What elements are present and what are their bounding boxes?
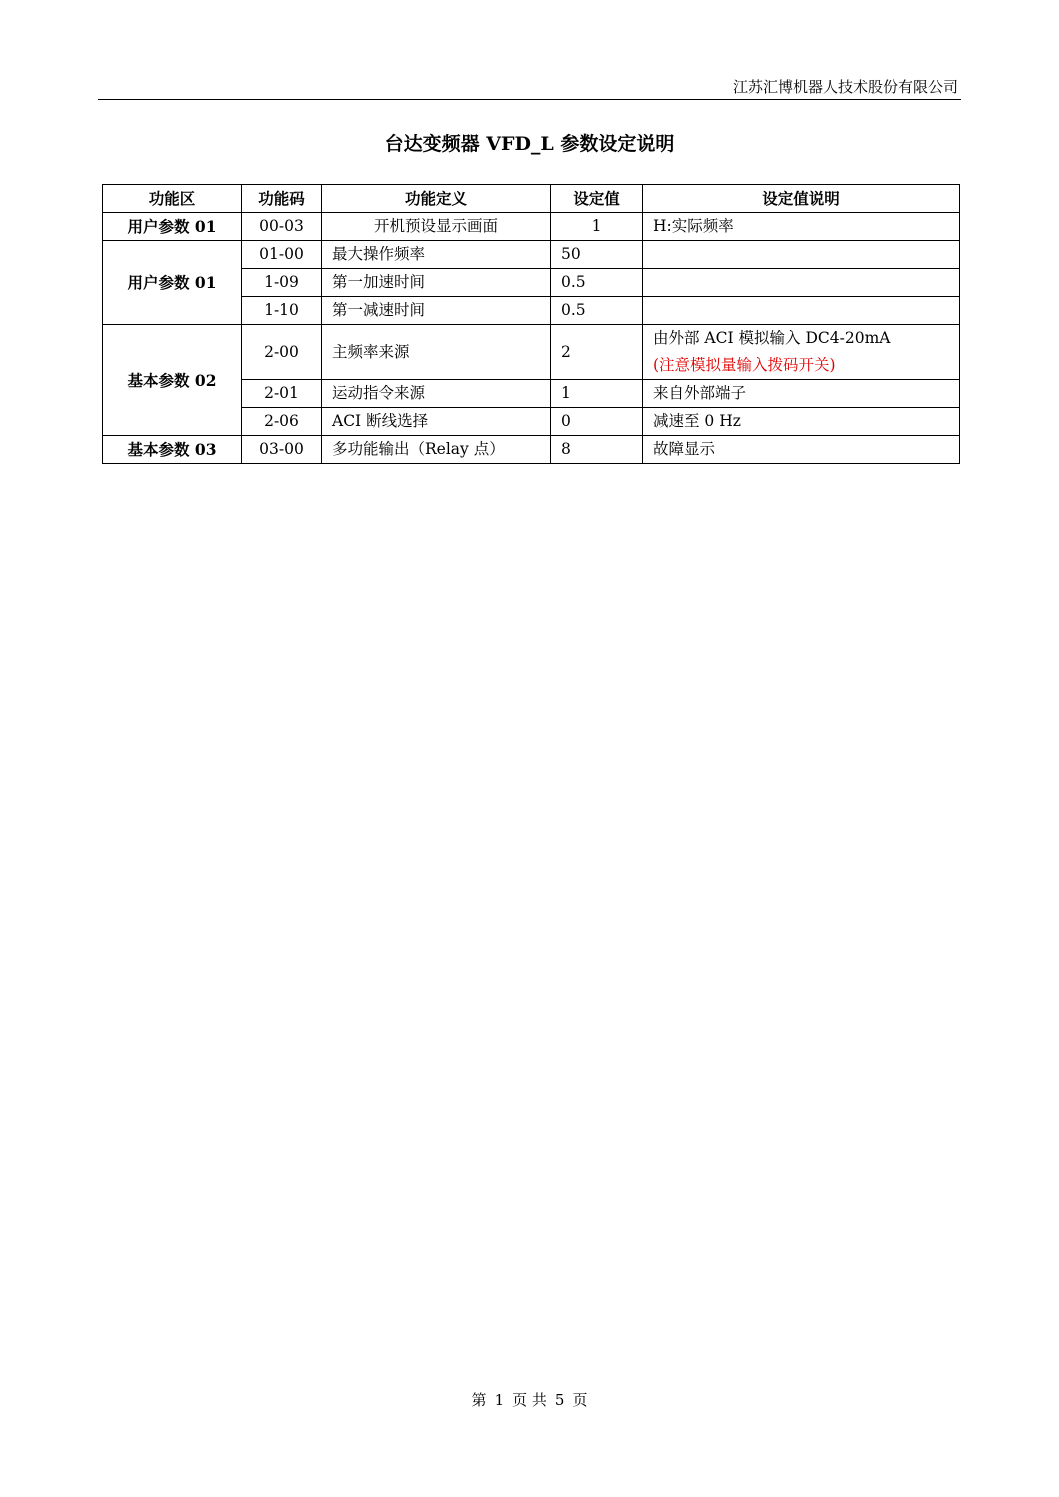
note-cell: [643, 269, 960, 297]
value-cell: 0.5: [551, 269, 643, 297]
value-cell: 1: [551, 380, 643, 408]
definition-cell: ACI 断线选择: [322, 408, 551, 436]
header-definition: 功能定义: [322, 185, 551, 213]
code-cell: 2-06: [242, 408, 322, 436]
value-cell: 1: [551, 213, 643, 241]
header-value: 设定值: [551, 185, 643, 213]
footer-total-pages: 5: [554, 1391, 565, 1409]
area-cell: 用户参数 01: [103, 213, 242, 241]
table-row: [103, 241, 960, 269]
footer-page-label: 第: [471, 1391, 487, 1409]
note-cell: [643, 241, 960, 269]
definition-cell: 运动指令来源: [322, 380, 551, 408]
value-cell: 0.5: [551, 297, 643, 325]
code-cell: 01-00: [242, 241, 322, 269]
value-cell: 2: [551, 325, 643, 380]
table-row: [103, 436, 960, 464]
value-cell: 8: [551, 436, 643, 464]
header-divider: [98, 99, 961, 100]
code-cell: 00-03: [242, 213, 322, 241]
value-cell: 50: [551, 241, 643, 269]
note-cell: 来自外部端子: [643, 380, 960, 408]
table-row: [103, 325, 960, 380]
note-warning: (注意模拟量输入拨码开关): [653, 356, 836, 374]
note-cell: H:实际频率: [643, 213, 960, 241]
code-cell: 2-00: [242, 325, 322, 380]
note-cell: 故障显示: [643, 436, 960, 464]
value-cell: 0: [551, 408, 643, 436]
definition-cell: 开机预设显示画面: [322, 213, 551, 241]
table-header-row: [103, 185, 960, 213]
page-footer: [0, 1389, 1059, 1410]
area-cell: 基本参数 03: [103, 436, 242, 464]
footer-page-end: 页: [572, 1391, 588, 1409]
footer-page-number: 1: [494, 1391, 505, 1409]
code-cell: 1-09: [242, 269, 322, 297]
header-area: 功能区: [103, 185, 242, 213]
header-code: 功能码: [242, 185, 322, 213]
definition-cell: 多功能输出（Relay 点）: [322, 436, 551, 464]
note-text: 由外部 ACI 模拟输入 DC4-20mA: [653, 329, 891, 347]
area-cell: 基本参数 02: [103, 325, 242, 436]
note-cell: [643, 325, 960, 380]
footer-page-mid: 页 共: [512, 1391, 547, 1409]
note-cell: 减速至 0 Hz: [643, 408, 960, 436]
definition-cell: 最大操作频率: [322, 241, 551, 269]
definition-cell: 第一减速时间: [322, 297, 551, 325]
table-row: [103, 213, 960, 241]
code-cell: 1-10: [242, 297, 322, 325]
note-cell: [643, 297, 960, 325]
definition-cell: 主频率来源: [322, 325, 551, 380]
definition-cell: 第一加速时间: [322, 269, 551, 297]
company-name: 江苏汇博机器人技术股份有限公司: [732, 78, 958, 96]
code-cell: 03-00: [242, 436, 322, 464]
area-cell: 用户参数 01: [103, 241, 242, 325]
document-title: 台达变频器 VFD_L 参数设定说明: [384, 133, 675, 155]
header-note: 设定值说明: [643, 185, 960, 213]
parameter-table: [102, 184, 960, 464]
code-cell: 2-01: [242, 380, 322, 408]
